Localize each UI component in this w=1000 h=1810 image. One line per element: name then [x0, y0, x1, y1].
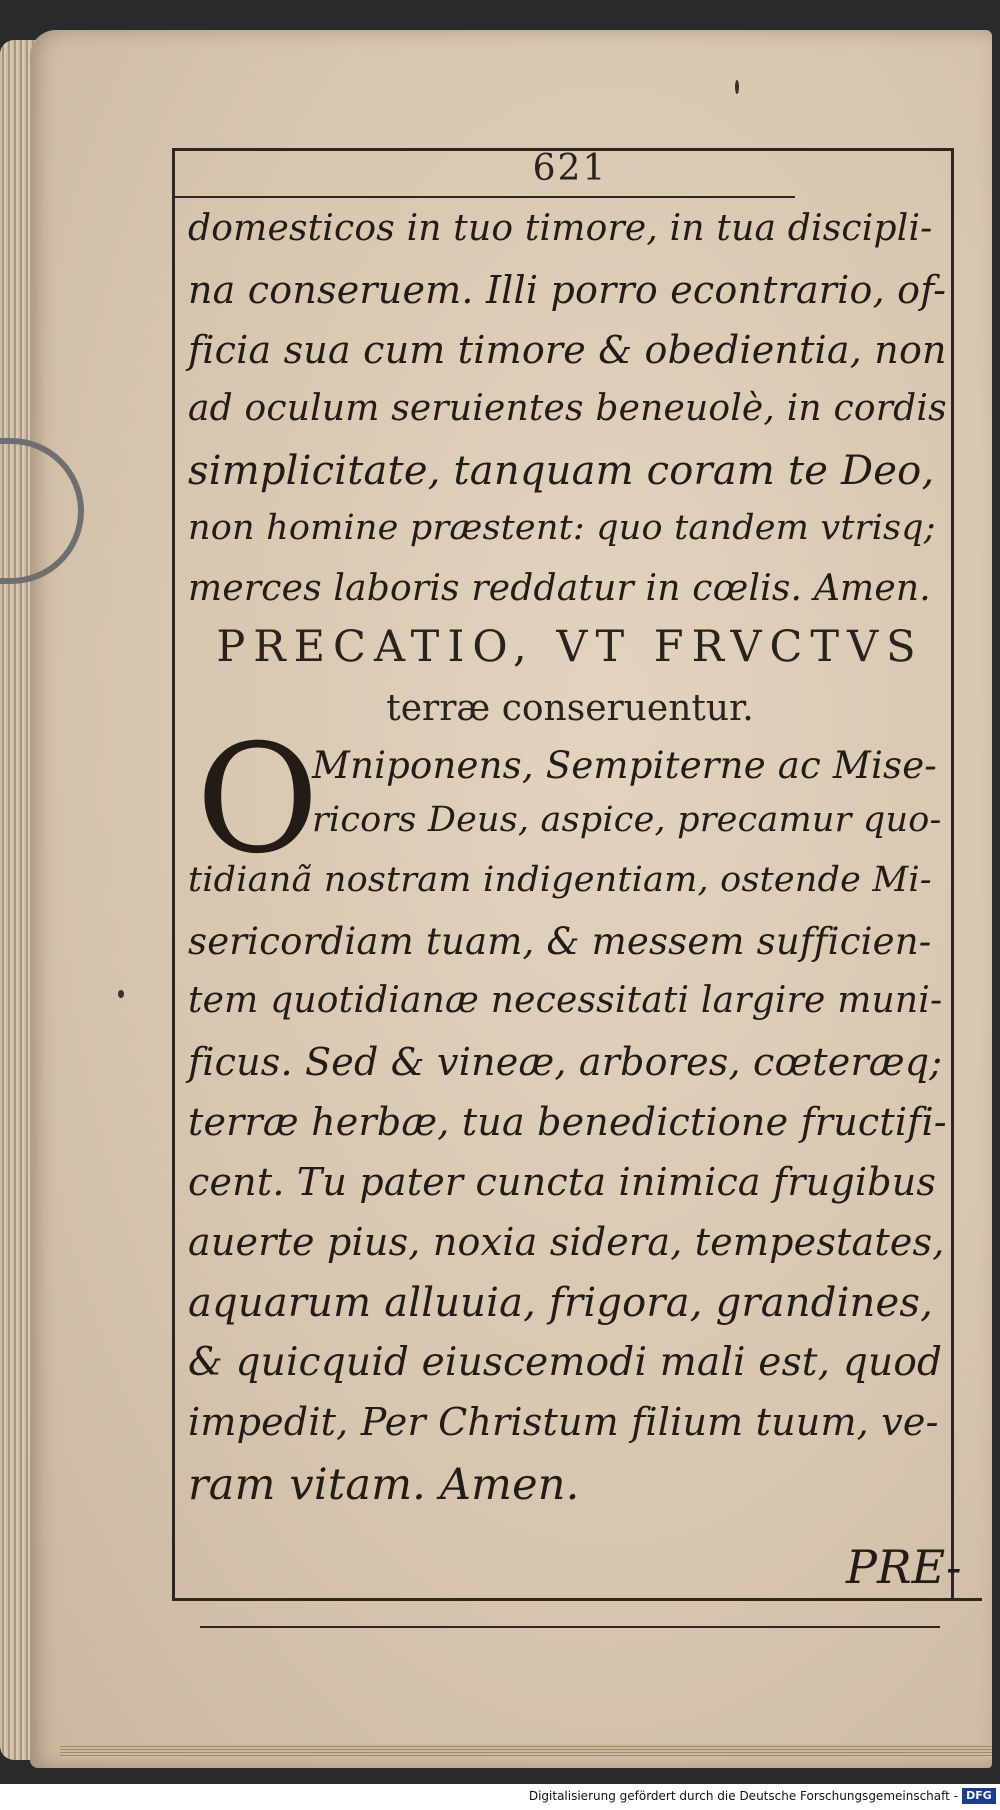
ink-speck	[118, 990, 124, 998]
page-stack-bottom	[60, 1744, 992, 1758]
text-line: Mniponens, Sempiterne ac Mise-	[312, 744, 938, 787]
text-line: tem quotidianæ necessitati largire muni-	[188, 980, 943, 1021]
bottom-rule	[172, 1598, 982, 1601]
text-line: non homine præstent: quo tandem vtrisq;	[188, 508, 936, 548]
text-line: aquarum alluuia, frigora, grandines,	[188, 1280, 934, 1326]
text-line: na conseruem. Illi porro econtrario, of-	[188, 268, 947, 312]
text-line: domesticos in tuo timore, in tua discipli-	[188, 208, 933, 249]
catchword: PRE-	[846, 1540, 962, 1594]
text-line: ad oculum seruientes beneuolè, in cordis	[188, 388, 947, 429]
text-line: sericordiam tuam, & messem sufficien-	[188, 920, 932, 963]
text-line: simplicitate, tanquam coram te Deo,	[188, 448, 935, 494]
section-heading: PRECATIO, VT FRVCTVS	[216, 622, 924, 672]
text-line: tidianã nostram indigentiam, ostende Mi-	[188, 860, 932, 900]
text-line: terræ herbæ, tua benedictione fructifi-	[188, 1100, 947, 1144]
text-line: ricors Deus, aspice, precamur quo-	[312, 800, 942, 840]
text-line: impedit, Per Christum filium tuum, ve-	[188, 1400, 939, 1444]
text-line: merces laboris reddatur in cœlis. Amen.	[188, 568, 931, 609]
ink-speck	[735, 80, 739, 94]
header-rule	[175, 196, 795, 198]
dfg-logo: DFG	[962, 1788, 996, 1804]
funding-credit: Digitalisierung gefördert durch die Deutsche Forschungsgemeinschaft -	[528, 1789, 958, 1803]
text-line: ficus. Sed & vineæ, arbores, cœteræq;	[188, 1040, 943, 1084]
text-line: cent. Tu pater cuncta inimica frugibus	[188, 1160, 937, 1204]
digitization-footer	[0, 1784, 1000, 1810]
page-number: 621	[532, 148, 608, 189]
page-bottom-rule	[200, 1626, 940, 1628]
text-line: ram vitam. Amen.	[188, 1460, 580, 1510]
drop-initial: O	[196, 713, 319, 887]
text-line: ficia sua cum timore & obedientia, non	[188, 328, 947, 372]
text-line: & quicquid eiuscemodi mali est, quod	[188, 1340, 943, 1385]
section-subheading: terræ conseruentur.	[386, 688, 754, 729]
text-line: auerte pius, noxia sidera, tempestates,	[188, 1220, 945, 1264]
